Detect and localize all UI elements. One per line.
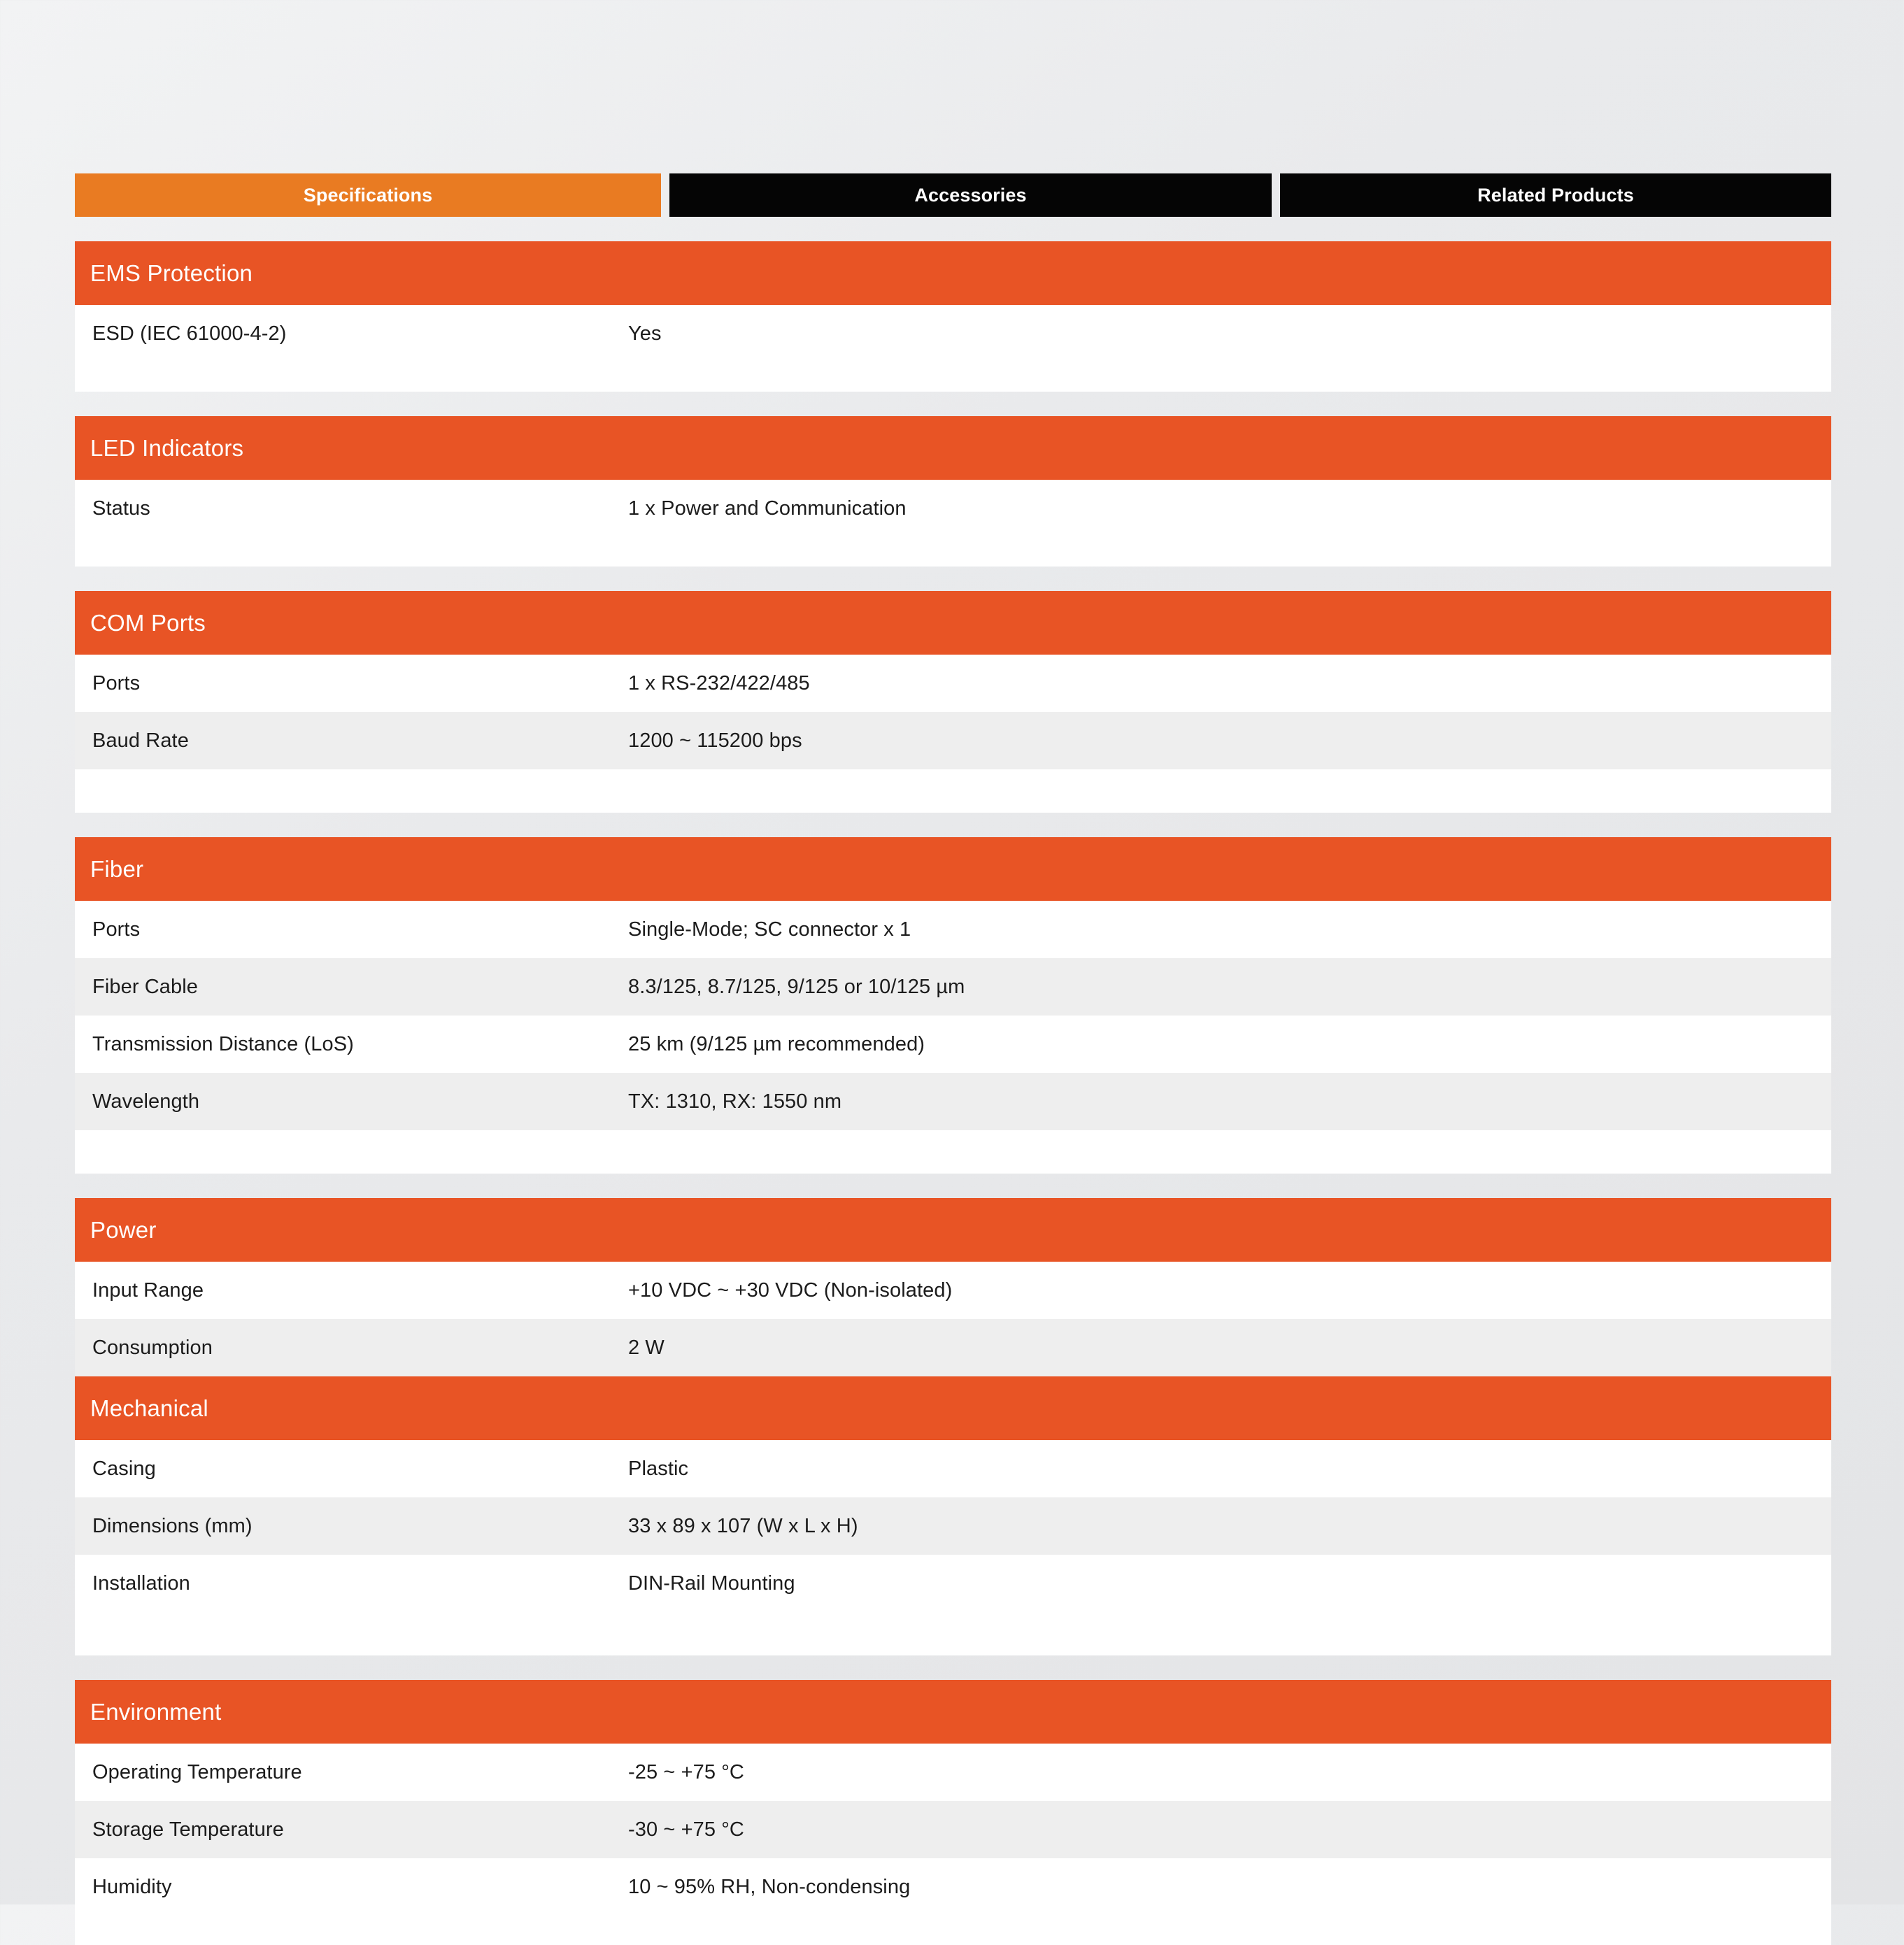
row-value: Single-Mode; SC connector x 1 <box>628 918 911 941</box>
table-row <box>75 958 1831 1016</box>
table-row <box>75 1319 1831 1376</box>
row-filler <box>75 1130 1831 1174</box>
section-title: Fiber <box>90 855 144 882</box>
row-value: 25 km (9/125 µm recommended) <box>628 1032 925 1055</box>
table-row <box>75 1744 1831 1801</box>
table-row <box>75 1555 1831 1612</box>
table-row <box>75 1073 1831 1130</box>
row-label: Humidity <box>92 1875 172 1898</box>
row-label: Fiber Cable <box>92 975 198 998</box>
section-header-ems-protection <box>75 241 1831 305</box>
row-filler <box>75 1612 1831 1655</box>
table-row <box>75 1440 1831 1497</box>
row-label: Input Range <box>92 1278 204 1302</box>
row-label: Dimensions (mm) <box>92 1514 253 1537</box>
table-row <box>75 1801 1831 1858</box>
section-rows-led-indicators <box>75 480 1831 567</box>
table-row <box>75 305 1831 362</box>
section-header-fiber <box>75 837 1831 901</box>
section-rows-mechanical <box>75 1440 1831 1655</box>
section-header-com-ports <box>75 591 1831 655</box>
section-rows-com-ports <box>75 655 1831 813</box>
row-label: Casing <box>92 1457 156 1480</box>
row-value: 1 x Power and Communication <box>628 497 907 520</box>
section-title: EMS Protection <box>90 259 253 286</box>
row-value: 1 x RS-232/422/485 <box>628 671 810 694</box>
row-value: -25 ~ +75 °C <box>628 1760 744 1783</box>
row-filler <box>75 537 1831 567</box>
row-label: Baud Rate <box>92 729 189 752</box>
table-row <box>75 712 1831 769</box>
tab-specifications[interactable] <box>75 173 661 217</box>
row-value: TX: 1310, RX: 1550 nm <box>628 1090 842 1113</box>
row-label: Storage Temperature <box>92 1818 284 1841</box>
tab-divider-1 <box>661 173 669 217</box>
row-label: Wavelength <box>92 1090 200 1113</box>
row-label: Installation <box>92 1572 190 1595</box>
row-value: DIN-Rail Mounting <box>628 1572 795 1595</box>
section-title: Environment <box>90 1698 222 1725</box>
section-title: Mechanical <box>90 1395 208 1421</box>
section-header-led-indicators <box>75 416 1831 480</box>
row-label: Status <box>92 497 150 520</box>
row-label: Operating Temperature <box>92 1760 302 1783</box>
row-label: Ports <box>92 671 141 694</box>
row-label: Consumption <box>92 1336 213 1359</box>
row-value: 8.3/125, 8.7/125, 9/125 or 10/125 µm <box>628 975 965 998</box>
section-title: LED Indicators <box>90 434 244 461</box>
table-row <box>75 655 1831 712</box>
section-rows-environment <box>75 1744 1831 1945</box>
tab-accessories[interactable] <box>669 173 1272 217</box>
section-title: COM Ports <box>90 609 206 636</box>
section-title: Power <box>90 1216 157 1243</box>
row-value: 33 x 89 x 107 (W x L x H) <box>628 1514 858 1537</box>
section-header-mechanical <box>75 1376 1831 1440</box>
row-filler <box>75 769 1831 813</box>
table-row <box>75 1262 1831 1319</box>
table-row <box>75 1497 1831 1555</box>
section-header-environment <box>75 1680 1831 1744</box>
section-header-power <box>75 1198 1831 1262</box>
table-row <box>75 1016 1831 1073</box>
section-rows-power <box>75 1262 1831 1376</box>
row-value: 2 W <box>628 1336 665 1359</box>
row-value: Plastic <box>628 1457 689 1480</box>
group-gap <box>75 392 1831 416</box>
tab-related-products-label: Related Products <box>1477 184 1634 206</box>
section-rows-ems-protection <box>75 305 1831 392</box>
row-value: +10 VDC ~ +30 VDC (Non-isolated) <box>628 1278 953 1302</box>
tab-bar <box>75 173 1831 217</box>
group-gap <box>75 567 1831 591</box>
tab-related-products[interactable] <box>1280 173 1831 217</box>
table-row <box>75 901 1831 958</box>
row-value: 1200 ~ 115200 bps <box>628 729 802 752</box>
row-value: 10 ~ 95% RH, Non-condensing <box>628 1875 911 1898</box>
tab-specifications-label: Specifications <box>303 184 433 206</box>
group-gap <box>75 1655 1831 1680</box>
table-row <box>75 1858 1831 1916</box>
table-row <box>75 480 1831 537</box>
tab-divider-2 <box>1272 173 1280 217</box>
row-label: Ports <box>92 918 141 941</box>
row-value: -30 ~ +75 °C <box>628 1818 744 1841</box>
group-gap <box>75 813 1831 837</box>
tab-accessories-label: Accessories <box>914 184 1027 206</box>
section-rows-fiber <box>75 901 1831 1174</box>
row-label: ESD (IEC 61000-4-2) <box>92 322 287 345</box>
row-value: Yes <box>628 322 662 345</box>
row-label: Transmission Distance (LoS) <box>92 1032 354 1055</box>
group-gap <box>75 1174 1831 1198</box>
specifications-table <box>75 241 1831 1945</box>
row-filler <box>75 1916 1831 1945</box>
row-filler <box>75 362 1831 392</box>
